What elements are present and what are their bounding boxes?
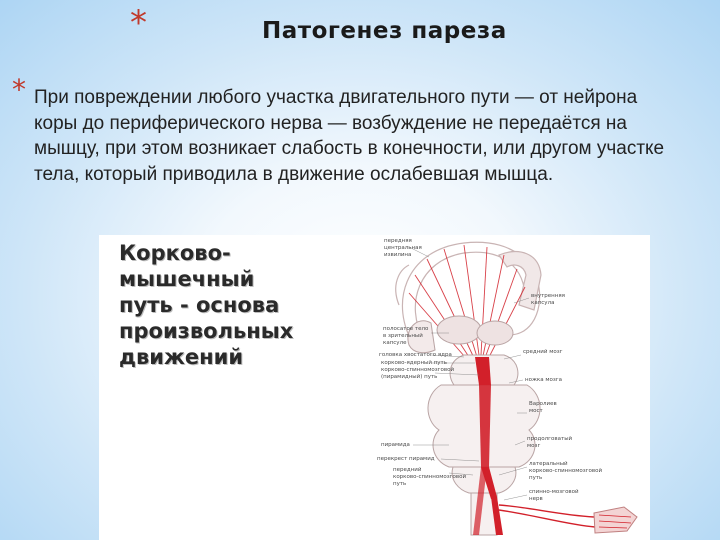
label-striatum-2: в зрительный (383, 333, 423, 339)
label-internal-capsule-2: капсула (531, 300, 555, 306)
label-striatum-3: капсуле (383, 340, 407, 346)
caption-line: Корково- (119, 241, 231, 265)
label-lateral-tract-2: корково-спинномозговой (529, 468, 603, 474)
label-corticonuclear: корково-ядерный путь (381, 360, 447, 366)
label-spinal-nerve-1: спинно-мозговой (529, 489, 579, 495)
label-midbrain: средний мозг (523, 349, 563, 355)
label-anterior-tract-3: путь (393, 481, 407, 487)
label-corticospinal-2: (пирамидный) путь (381, 374, 438, 380)
label-precentral-2: центральная (384, 245, 422, 251)
label-decussation: перекрест пирамид (377, 456, 435, 462)
label-spinal-nerve-2: нерв (529, 496, 543, 502)
label-lateral-tract-1: латеральный (529, 461, 568, 467)
caption-line: мышечный (119, 267, 255, 291)
label-corticospinal-1: корково-спинномозговой (381, 367, 455, 373)
label-pyramid: пирамида (381, 442, 410, 448)
label-anterior-tract-1: передний (393, 467, 422, 473)
label-anterior-tract-2: корково-спинномозговой (393, 474, 467, 480)
label-caudate-head: головка хвостатого ядра (379, 352, 452, 358)
label-medulla-2: мозг (527, 443, 541, 449)
label-precentral-3: извилина (384, 252, 412, 258)
title-star-icon: * (130, 3, 147, 43)
label-medulla-1: продолговатый (527, 436, 573, 442)
label-lateral-tract-3: путь (529, 475, 543, 481)
bullet-star-icon: * (12, 73, 26, 106)
peripheral-nerve (499, 505, 595, 527)
figure-caption (119, 240, 359, 370)
label-pons-1: Варолиев (529, 401, 557, 407)
caption-line: движений (119, 345, 244, 369)
muscle-illustration (594, 507, 637, 533)
label-cerebral-peduncle: ножка мозга (525, 377, 563, 383)
body-paragraph: При повреждении любого участка двигательного пути — от нейрона коры до периферического нерва — возбуждение не передаётся на мышцу, при этом возникает слабость в конечности, или другом участке тела, который приводила в движение ослабевшая мышца. (34, 87, 665, 185)
label-pons-2: мост (529, 408, 543, 414)
basal-ganglia-illustration (408, 316, 513, 353)
slide-title: Патогенез пареза (262, 18, 507, 44)
label-precentral-1: передняя (384, 238, 412, 244)
label-striatum-1: полосатое тело (383, 326, 429, 332)
corticospinal-pathway-diagram (369, 235, 650, 540)
caption-line: произвольных (119, 319, 294, 343)
label-internal-capsule-1: внутренняя (531, 293, 565, 299)
caption-line: путь - основа (119, 293, 280, 317)
pathway-figure (99, 235, 650, 540)
